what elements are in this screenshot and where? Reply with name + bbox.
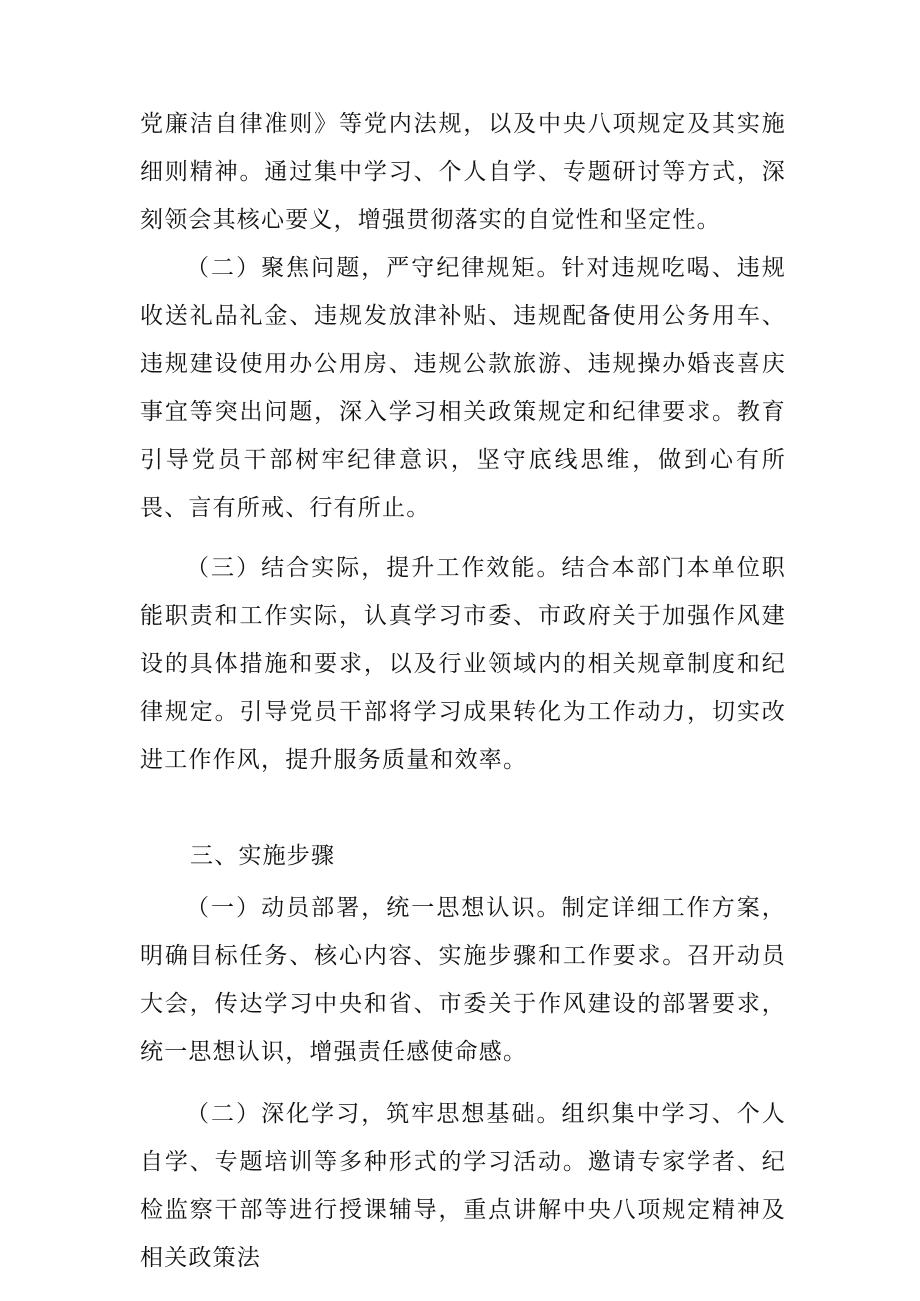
paragraph-continuation: 党廉洁自律准则》等党内法规，以及中央八项规定及其实施细则精神。通过集中学习、个人自学、专题研讨等方式，深刻领会其核心要义，增强贯彻落实的自觉性和坚定性。	[140, 111, 786, 233]
paragraph-step-one: （一）动员部署，统一思想认识。制定详细工作方案，明确目标任务、核心内容、实施步骤和工作要求。召开动员大会，传达学习中央和省、市委关于作风建设的部署要求，统一思想认识，增强责任感使命感。	[140, 895, 786, 1065]
paragraph-item-two: （二）聚焦问题，严守纪律规矩。针对违规吃喝、违规收送礼品礼金、违规发放津补贴、违规配备使用公务用车、违规建设使用办公用房、违规公款旅游、违规操办婚丧喜庆事宜等突出问题，深入学习相关政策规定和纪律要求。教育引导党员干部树牢纪律意识，坚守底线思维，做到心有所畏、言有所戒、行有所止。	[140, 255, 786, 521]
paragraph-item-three: （三）结合实际，提升工作效能。结合本部门本单位职能职责和工作实际，认真学习市委、市政府关于加强作风建设的具体措施和要求，以及行业领域内的相关规章制度和纪律规定。引导党员干部将学习成果转化为工作动力，切实改进工作作风，提升服务质量和效率。	[140, 555, 786, 773]
section-heading: 三、实施步骤	[190, 843, 336, 869]
paragraph-step-two: （二）深化学习，筑牢思想基础。组织集中学习、个人自学、专题培训等多种形式的学习活动。邀请专家学者、纪检监察干部等进行授课辅导，重点讲解中央八项规定精神及相关政策法	[140, 1101, 786, 1271]
